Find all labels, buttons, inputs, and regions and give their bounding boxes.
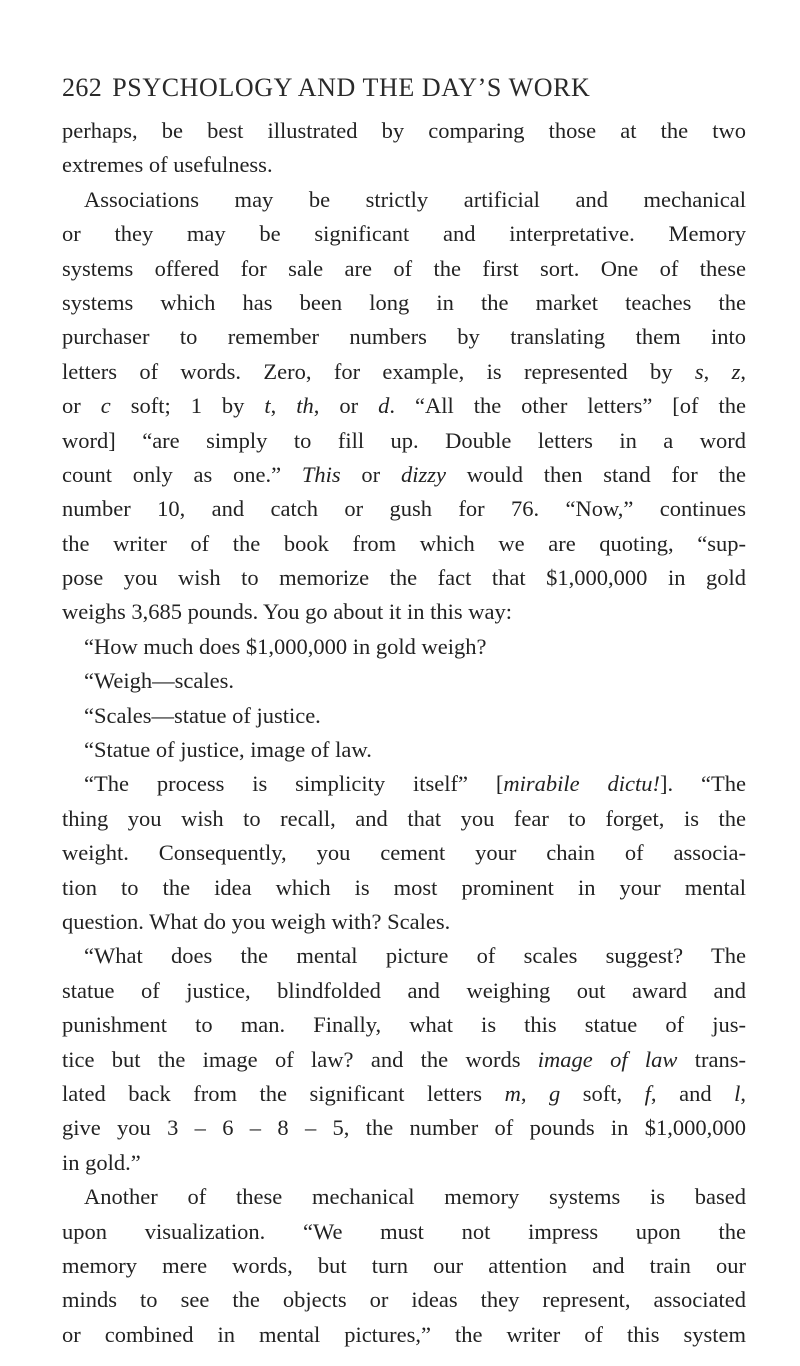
text-line xyxy=(62,389,746,423)
page-number: 262 xyxy=(62,73,103,102)
text-segment: question. What do you weigh with? Scales. xyxy=(62,908,451,934)
text-line xyxy=(62,1111,746,1145)
italic-text: c xyxy=(100,393,111,419)
text-segment: the writer of the book from which we are quoting, “sup- xyxy=(62,530,746,556)
text-line xyxy=(62,217,746,251)
text-line xyxy=(62,974,746,1008)
text-line xyxy=(62,492,746,526)
text-line xyxy=(62,1146,746,1180)
text-line xyxy=(62,767,746,801)
text-segment: soft; 1 by xyxy=(110,393,265,419)
text-segment: tice but the image of law? and the words xyxy=(62,1046,538,1072)
text-segment: , xyxy=(520,1080,549,1106)
text-segment: “The process is simplicity itself” [ xyxy=(84,771,504,797)
text-segment: , xyxy=(703,358,732,384)
text-segment: ]. “The xyxy=(660,771,746,797)
text-segment: tion to the idea which is most prominent in your mental xyxy=(62,874,746,900)
text-line xyxy=(62,1008,746,1042)
text-segment: statue of justice, blindfolded and weighing out award and xyxy=(62,977,746,1003)
text-segment: number 10, and catch or gush for 76. “Now,” continues xyxy=(62,496,746,522)
text-segment: “Statue of justice, image of law. xyxy=(84,737,372,763)
italic-text: t xyxy=(264,393,271,419)
text-segment: Another of these mechanical memory systems is based xyxy=(84,1184,746,1210)
text-line xyxy=(62,148,746,182)
italic-text: l xyxy=(734,1080,741,1106)
text-line xyxy=(62,802,746,836)
italic-text: m xyxy=(504,1080,521,1106)
text-segment: in gold.” xyxy=(62,1149,141,1175)
text-segment: or xyxy=(340,461,401,487)
text-segment: “What does the mental picture of scales suggest? The xyxy=(84,943,746,969)
text-line xyxy=(62,664,746,698)
text-segment: , xyxy=(740,358,746,384)
text-segment: , xyxy=(740,1080,746,1106)
text-segment: give you 3 – 6 – 8 – 5, the number of pounds in $1,000,000 xyxy=(62,1115,746,1141)
text-line xyxy=(62,286,746,320)
text-segment: weighs 3,685 pounds. You go about it in this way: xyxy=(62,599,513,625)
text-segment: pose you wish to memorize the fact that $1,000,000 in gold xyxy=(62,565,746,591)
text-line xyxy=(62,424,746,458)
italic-text: th xyxy=(296,393,314,419)
text-segment: would then stand for the xyxy=(445,461,746,487)
text-segment: weight. Consequently, you cement your chain of associa- xyxy=(62,840,746,866)
text-line xyxy=(62,252,746,286)
text-segment: perhaps, be best illustrated by comparing those at the two xyxy=(62,118,746,143)
text-segment: letters of words. Zero, for example, is represented by xyxy=(62,358,695,384)
text-segment: trans- xyxy=(677,1046,746,1072)
text-line xyxy=(62,355,746,389)
text-segment: purchaser to remember numbers by translating them into xyxy=(62,324,746,350)
text-line xyxy=(62,458,746,492)
text-segment: memory mere words, but turn our attention and train our xyxy=(62,1252,746,1278)
italic-text: z xyxy=(731,358,741,384)
text-segment: word] “are simply to fill up. Double letters in a word xyxy=(62,427,746,453)
italic-text: image of law xyxy=(537,1046,678,1072)
text-line xyxy=(62,836,746,870)
text-line xyxy=(62,1043,746,1077)
text-segment: “Weigh—scales. xyxy=(84,668,235,694)
italic-text: g xyxy=(548,1080,561,1106)
text-line xyxy=(62,114,746,148)
text-segment: or xyxy=(62,393,101,419)
text-line xyxy=(62,1249,746,1283)
text-segment: or they may be significant and interpretative. Memory xyxy=(62,221,746,247)
text-segment: Associations may be strictly artificial and mechanical xyxy=(84,186,746,212)
text-segment: lated back from the significant letters xyxy=(62,1080,505,1106)
text-segment: minds to see the objects or ideas they represent, associated xyxy=(62,1287,746,1313)
text-line xyxy=(62,561,746,595)
body-text xyxy=(62,114,746,1352)
text-line xyxy=(62,1077,746,1111)
text-segment: thing you wish to recall, and that you fear to forget, is the xyxy=(62,805,746,831)
italic-text: dizzy xyxy=(400,461,446,487)
text-segment: . “All the other letters” [of the xyxy=(389,393,746,419)
text-line xyxy=(62,527,746,561)
text-segment: systems which has been long in the market teaches the xyxy=(62,289,746,315)
text-line xyxy=(62,1215,746,1249)
italic-text: This xyxy=(301,461,341,487)
text-line xyxy=(62,1318,746,1352)
text-segment: upon visualization. “We must not impress upon the xyxy=(62,1218,746,1244)
italic-text: mirabile dictu! xyxy=(503,771,661,797)
text-line xyxy=(62,699,746,733)
running-title: PSYCHOLOGY AND THE DAY’S WORK xyxy=(112,73,591,102)
text-segment: count only as one.” xyxy=(62,461,302,487)
text-line xyxy=(62,871,746,905)
italic-text: f xyxy=(644,1080,651,1106)
text-segment: extremes of usefulness. xyxy=(62,152,273,178)
text-segment: or combined in mental pictures,” the writer of this system xyxy=(62,1321,746,1347)
text-segment: systems offered for sale are of the first sort. One of these xyxy=(62,255,746,281)
text-segment: soft, xyxy=(560,1080,645,1106)
text-line xyxy=(62,183,746,217)
text-line xyxy=(62,630,746,664)
text-line xyxy=(62,320,746,354)
text-line xyxy=(62,595,746,629)
italic-text: d xyxy=(378,393,390,419)
running-header xyxy=(62,70,746,108)
text-line xyxy=(62,905,746,939)
text-segment: “How much does $1,000,000 in gold weigh? xyxy=(84,633,487,659)
text-line xyxy=(62,1283,746,1317)
text-segment: , xyxy=(270,393,297,419)
book-page xyxy=(62,70,746,1352)
text-segment: , and xyxy=(650,1080,735,1106)
text-segment: “Scales—statue of justice. xyxy=(84,702,321,728)
text-segment: punishment to man. Finally, what is this statue of jus- xyxy=(62,1012,746,1038)
text-line xyxy=(62,1180,746,1214)
text-line xyxy=(62,939,746,973)
italic-text: s xyxy=(694,358,704,384)
text-segment: , or xyxy=(313,393,379,419)
text-line xyxy=(62,733,746,767)
